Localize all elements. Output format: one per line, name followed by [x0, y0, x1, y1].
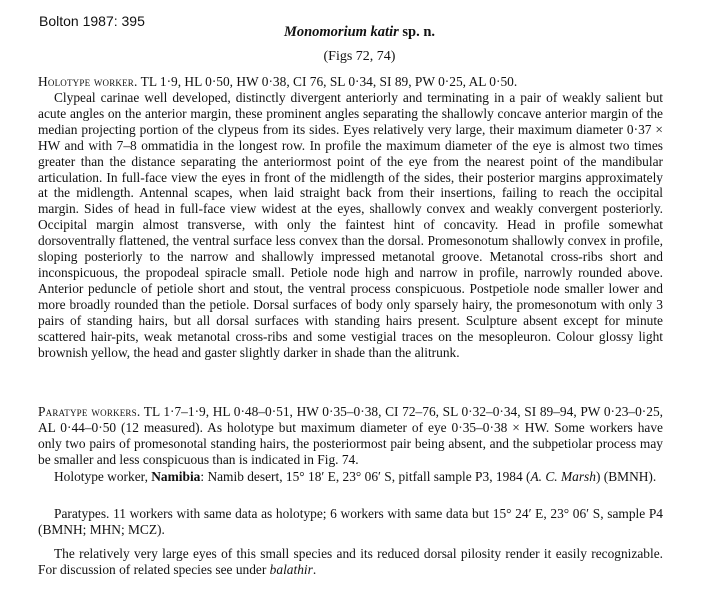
remarks-text: The relatively very large eyes of this small species and its reduced dorsal pilosity render it easily recognizable. For discussion of related species see under: [38, 546, 663, 577]
paratype-workers-label: Paratype workers.: [38, 404, 141, 419]
country-name: Namibia: [151, 469, 201, 484]
species-title: [0, 24, 719, 41]
holotype-measurements-paragraph: [38, 74, 663, 90]
holotype-measurements: TL 1·9, HL 0·50, HW 0·38, CI 76, SL 0·34, SI 89, PW 0·25, AL 0·50.: [137, 74, 518, 89]
holotype-description: Clypeal carinae well developed, distinctly divergent anteriorly and terminating in a pair of weakly salient but acute angles on the anterior margin, these prominent angles separating the shallowly concave anterior margin of the median projecting portion of the clypeus from its sides. Eyes relatively very large, their maximum diameter 0·37 × HW and with 7–8 ommatidia in the longest row. In profile the maximum diameter of the eye is almost two times greater than the distance separating the anteriormost point of the eye from the nearest point of the mandibular articulation. In full-face view the eyes in front of the midlength of the sides, their posterior margins approximately at the midlength. Antennal scapes, when laid straight back from their insertions, failing to reach the occipital margin. Sides of head in full-face view widest at the eyes, shallowly convex and weakly convergent posteriorly. Occipital margin almost transverse, with only the faintest hint of concavity. Head in profile somewhat dorsoventrally flattened, the ventral surface less convex than the dorsal. Promesonotum shallowly convex in profile, sloping posteriorly to the narrow and shallowly impressed metanotal groove. Metanotal cross-ribs short and inconspicuous, the propodeal spiracle small. Petiole node high and narrow in profile, narrowly rounded above. Anterior peduncle of petiole short and stout, the ventral process conspicuous. Postpetiole node smaller lower and more broadly rounded than the petiole. Dorsal surfaces of body only sparsely hairy, the promesonotum with only 3 pairs of standing hairs, but all dorsal surfaces with standing hairs present. Sculpture absent except for minute scattered hair-pits, weak metanotal cross-ribs and some vestigial traces on the mesopleuron. Colour glossy light brownish yellow, the head and gaster slightly darker in shade than the alitrunk.: [38, 90, 663, 360]
paratype-workers-text: TL 1·7–1·9, HL 0·48–0·51, HW 0·35–0·38, CI 72–76, SL 0·32–0·34, SI 89–94, PW 0·23–0·25, AL 0·44–0·50 (12 measured). As holotype but maximum diameter of eye 0·35–0·38 × HW. Some workers have only two pairs of promesonotal standing hairs, the posteriormost pair being absent, and the subpetiolar process may be smaller and less conspicuous than is indicated in Fig. 74.: [38, 404, 663, 467]
species-status: sp. n.: [398, 24, 436, 40]
holotype-locality-prefix: Holotype worker,: [54, 469, 152, 484]
holotype-label: Holotype worker.: [38, 74, 138, 89]
holotype-depository: ) (BMNH).: [595, 469, 657, 484]
remarks-paragraph: [38, 546, 663, 578]
remarks-end: .: [312, 561, 317, 577]
paratype-workers-paragraph: [38, 404, 663, 468]
holotype-locality-paragraph: [38, 469, 663, 485]
paratypes-paragraph: Paratypes. 11 workers with same data as holotype; 6 workers with same data but 15° 24′ E, 23° 06′ S, sample P4 (BMNH; MHN; MCZ).: [38, 506, 663, 537]
citation: Bolton 1987: 395: [39, 13, 145, 29]
species-name: Monomorium katir: [283, 24, 399, 40]
related-species-name: balathir: [269, 561, 313, 577]
holotype-locality-text: : Namib desert, 15° 18′ E, 23° 06′ S, pitfall sample P3, 1984 (: [200, 469, 531, 484]
figure-reference: (Figs 72, 74): [323, 49, 396, 64]
collector-name: A. C. Marsh: [530, 469, 596, 484]
